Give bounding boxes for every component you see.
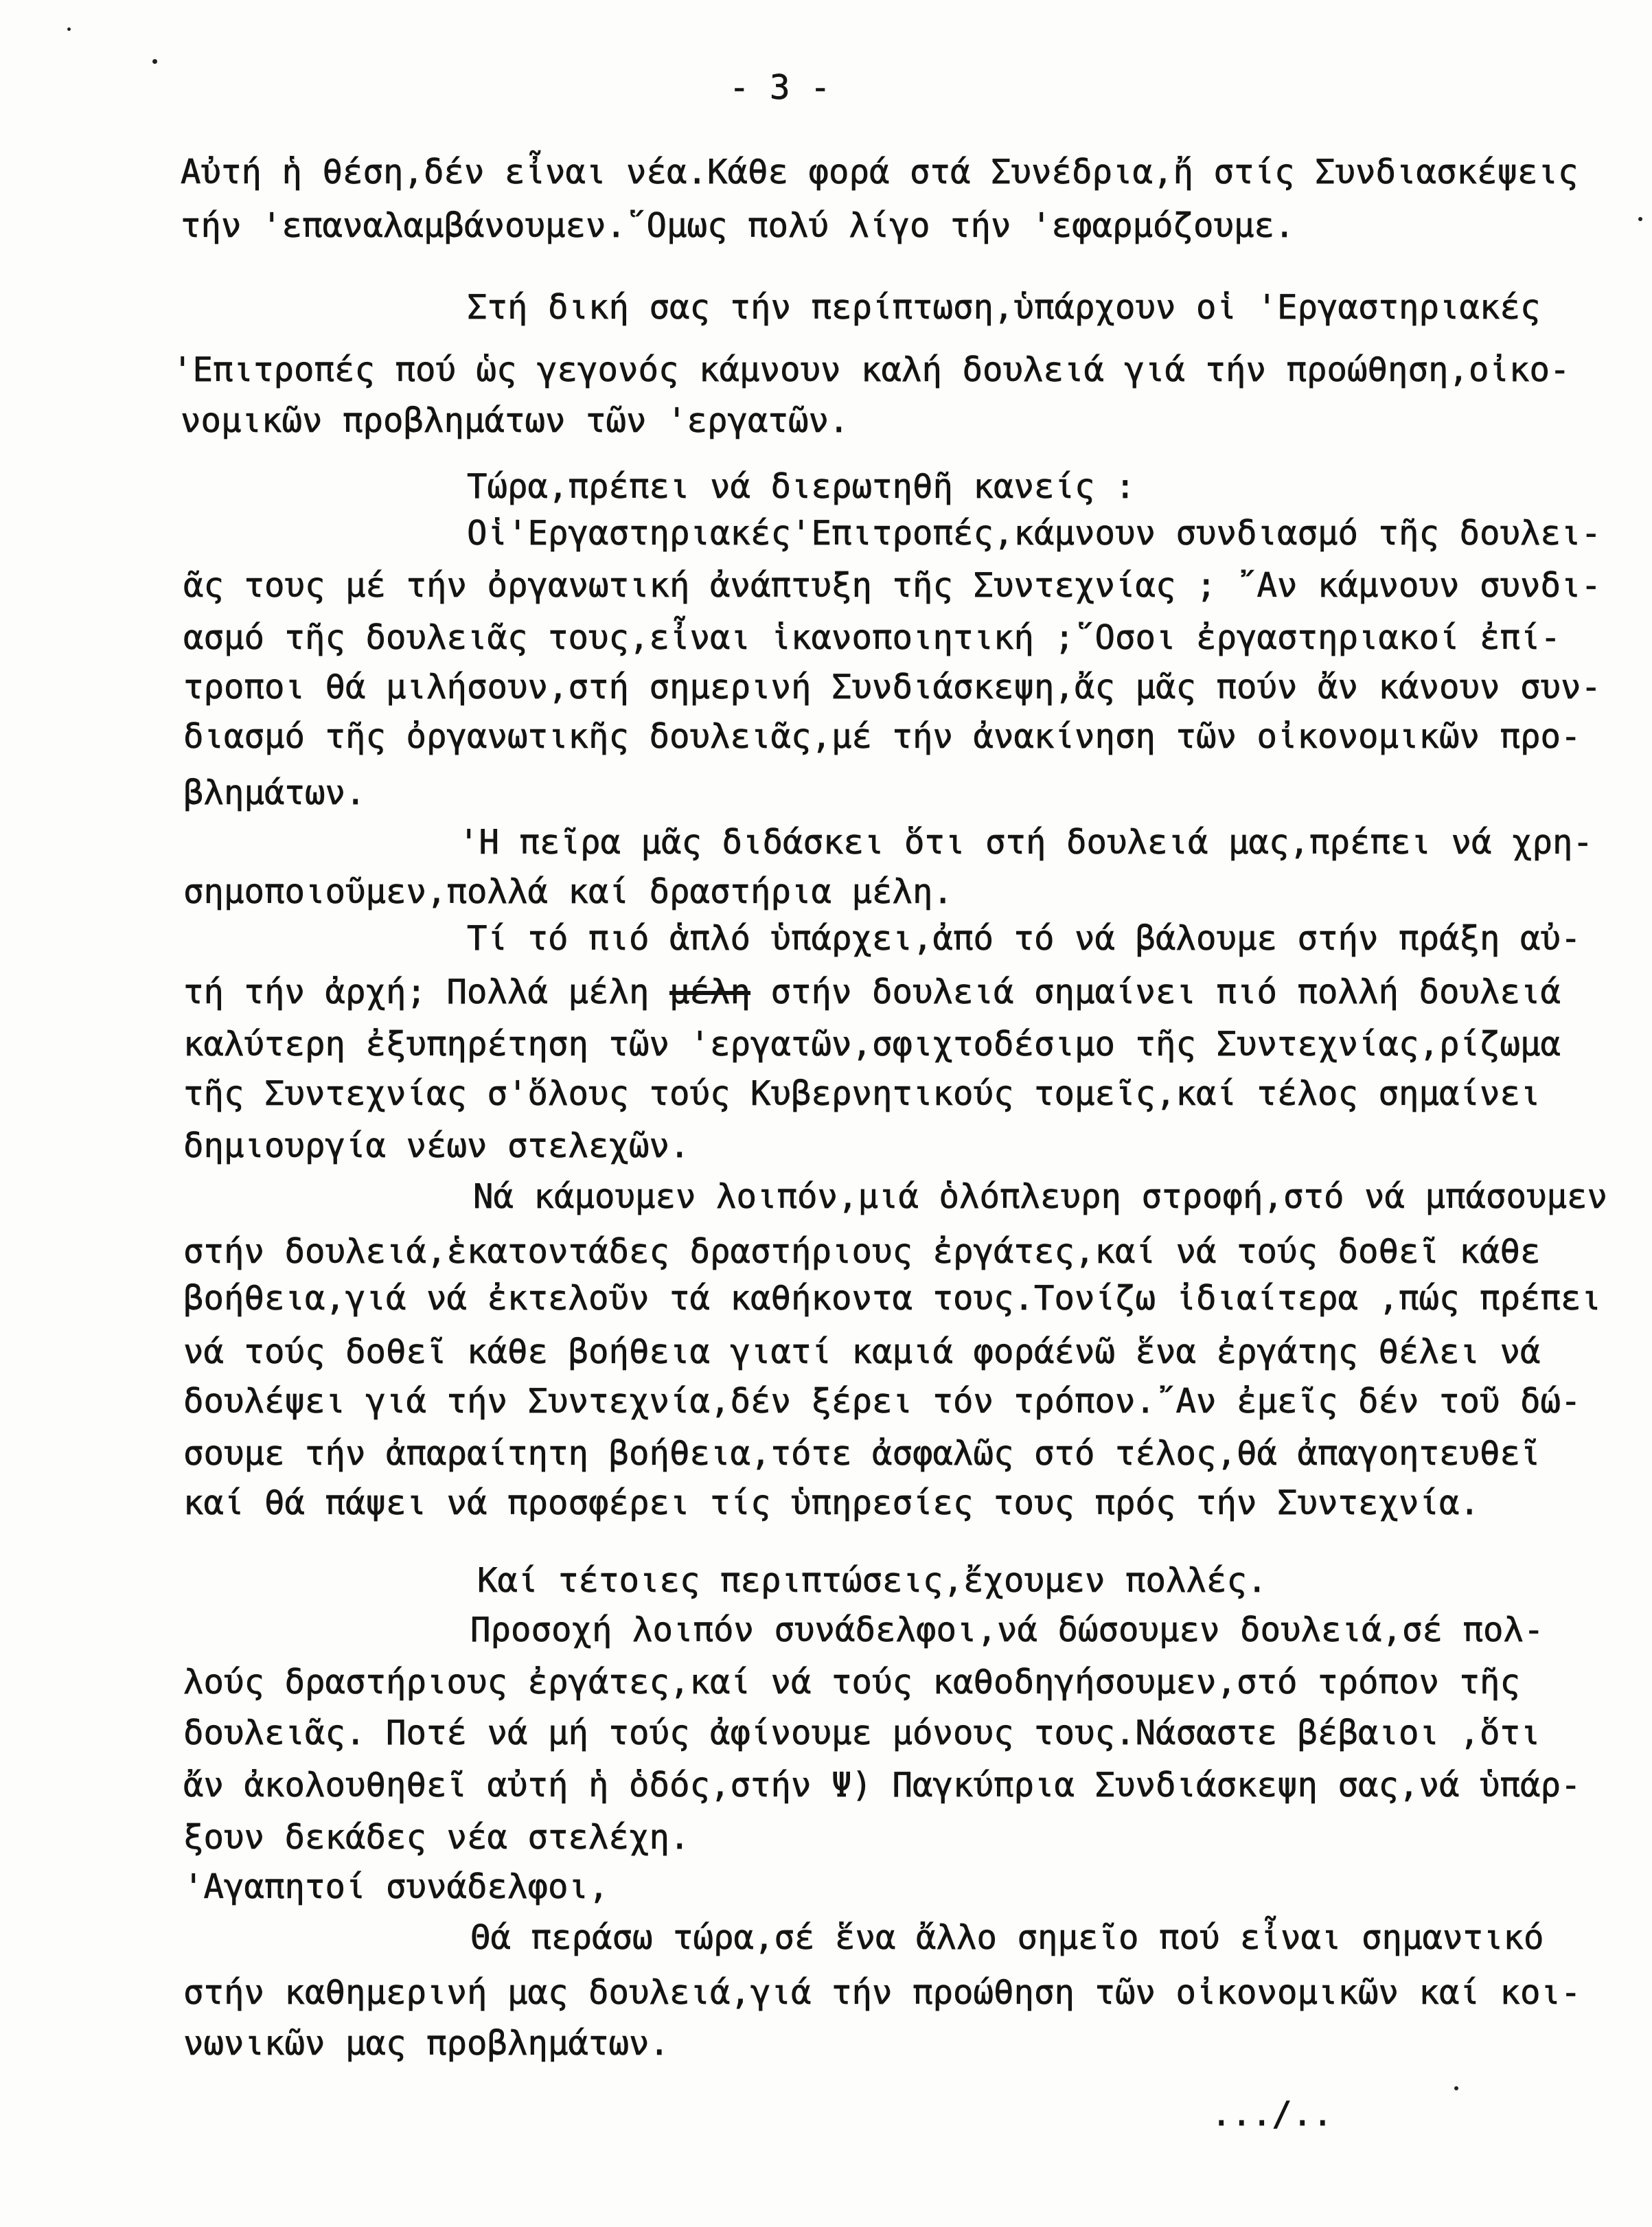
text-line: 'Επιτροπές πού ὡς γεγονός κάμνουν καλή δουλειά γιά τήν προώθηση,οἰκο-	[172, 350, 1570, 389]
text-line: τῆς Συντεχνίας σ'ὅλους τούς Κυβερνητικούς τομεῖς,καί τέλος σημαίνει	[183, 1074, 1541, 1113]
text-line: σημοποιοῦμεν,πολλά καί δραστήρια μέλη.	[183, 872, 954, 911]
continuation-mark: .../..	[1211, 2094, 1333, 2134]
scan-speck	[1454, 2086, 1458, 2090]
text-line: σουμε τήν ἀπαραίτητη βοήθεια,τότε ἀσφαλῶς στό τέλος,θά ἀπαγοητευθεῖ	[183, 1434, 1541, 1473]
text-line: ᾶς τους μέ τήν ὀργανωτική ἀνάπτυξη τῆς Συντεχνίας ; ῎Αν κάμνουν συνδι-	[183, 566, 1602, 605]
text-line: τροποι θά μιλήσουν,στή σημερινή Συνδιάσκεψη,ἄς μᾶς πούν ἄν κάνουν συν-	[183, 667, 1602, 707]
text-line: 'Η πεῖρα μᾶς διδάσκει ὅτι στή δουλειά μας,πρέπει νά χρη-	[459, 823, 1594, 862]
text-line: νά τούς δοθεῖ κάθε βοήθεια γιατί καμιά φοράένῶ ἕνα ἐργάτης θέλει νά	[183, 1332, 1541, 1371]
page-number: - 3 -	[729, 68, 831, 107]
text-line: λούς δραστήριους ἐργάτες,καί νά τούς καθοδηγήσουμεν,στό τρόπον τῆς	[183, 1663, 1521, 1702]
text-line: καλύτερη ἐξυπηρέτηση τῶν 'εργατῶν,σφιχτοδέσιμο τῆς Συντεχνίας,ρίζωμα	[183, 1025, 1561, 1064]
text-line: Θά περάσω τώρα,σέ ἕνα ἄλλο σημεῖο πού εἶναι σημαντικό	[470, 1918, 1544, 1957]
text-line: νομικῶν προβλημάτων τῶν 'εργατῶν.	[181, 401, 849, 440]
text-line: Τώρα,πρέπει νά διερωτηθῆ κανείς :	[467, 467, 1136, 506]
text-line: στήν δουλειά,ἑκατοντάδες δραστήριους ἐργάτες,καί νά τούς δοθεῖ κάθε	[183, 1232, 1541, 1271]
text-line: ξουν δεκάδες νέα στελέχη.	[183, 1818, 690, 1857]
text-line: καί θά πάψει νά προσφέρει τίς ὑπηρεσίες τους πρός τήν Συντεχνία.	[183, 1483, 1480, 1522]
text-line: δουλέψει γιά τήν Συντεχνία,δέν ξέρει τόν τρόπον.῎Αν ἐμεῖς δέν τοῦ δώ-	[183, 1382, 1581, 1421]
line-text: τή τήν ἀρχή; Πολλά μέλη	[183, 972, 670, 1012]
text-line: διασμό τῆς ὀργανωτικῆς δουλειᾶς,μέ τήν ἀνακίνηση τῶν οἰκονομικῶν προ-	[183, 717, 1581, 756]
text-line: βλημάτων.	[183, 773, 366, 812]
text-line: Καί τέτοιες περιπτώσεις,ἔχουμεν πολλές.	[477, 1561, 1267, 1600]
text-line	[183, 973, 1561, 1012]
scan-speck	[67, 27, 71, 31]
text-line: δημιουργία νέων στελεχῶν.	[183, 1126, 690, 1165]
scan-speck	[1638, 217, 1642, 221]
text-line: 'Αγαπητοί συνάδελφοι,	[183, 1867, 609, 1906]
text-line: στήν καθημερινή μας δουλειά,γιά τήν προώθηση τῶν οἰκονομικῶν καί κοι-	[183, 1973, 1581, 2012]
text-line: ἄν ἀκολουθηθεῖ αὐτή ἡ ὁδός,στήν Ψ) Παγκύπρια Συνδιάσκεψη σας,νά ὑπάρ-	[183, 1766, 1581, 1805]
text-line: τήν 'επαναλαμβάνουμεν.῞Ομως πολύ λίγο τήν 'εφαρμόζουμε.	[181, 206, 1295, 245]
text-line: Προσοχή λοιπόν συνάδελφοι,νά δώσουμεν δουλειά,σέ πολ-	[470, 1610, 1544, 1649]
line-text: στήν δουλειά σημαίνει πιό πολλή δουλειά	[750, 972, 1561, 1012]
text-line: βοήθεια,γιά νά ἐκτελοῦν τά καθήκοντα τους.Τονίζω ἰδιαίτερα ,πώς πρέπει	[183, 1279, 1602, 1318]
text-line: Τί τό πιό ἁπλό ὑπάρχει,ἀπό τό νά βάλουμε στήν πράξη αὐ-	[467, 919, 1581, 958]
text-line: Αὐτή ἡ θέση,δέν εἶναι νέα.Κάθε φορά στά Συνέδρια,ἤ στίς Συνδιασκέψεις	[181, 152, 1579, 192]
scan-speck	[152, 59, 157, 64]
text-line: νωνικῶν μας προβλημάτων.	[183, 2024, 670, 2063]
text-line: ασμό τῆς δουλειᾶς τους,εἶναι ἱκανοποιητική ;῞Οσοι ἐργαστηριακοί ἐπί-	[183, 618, 1561, 657]
struck-out-word: μέλη	[669, 972, 751, 1012]
text-line: Οἱ'Εργαστηριακές'Επιτροπές,κάμνουν συνδιασμό τῆς δουλει-	[467, 514, 1602, 553]
text-line: Νά κάμουμεν λοιπόν,μιά ὁλόπλευρη στροφή,στό νά μπάσουμεν	[473, 1177, 1608, 1216]
text-line: δουλειᾶς. Ποτέ νά μή τούς ἀφίνουμε μόνους τους.Νάσαστε βέβαιοι ,ὅτι	[183, 1713, 1541, 1752]
text-line: Στή δική σας τήν περίπτωση,ὑπάρχουν οἱ 'Εργαστηριακές	[467, 288, 1541, 327]
